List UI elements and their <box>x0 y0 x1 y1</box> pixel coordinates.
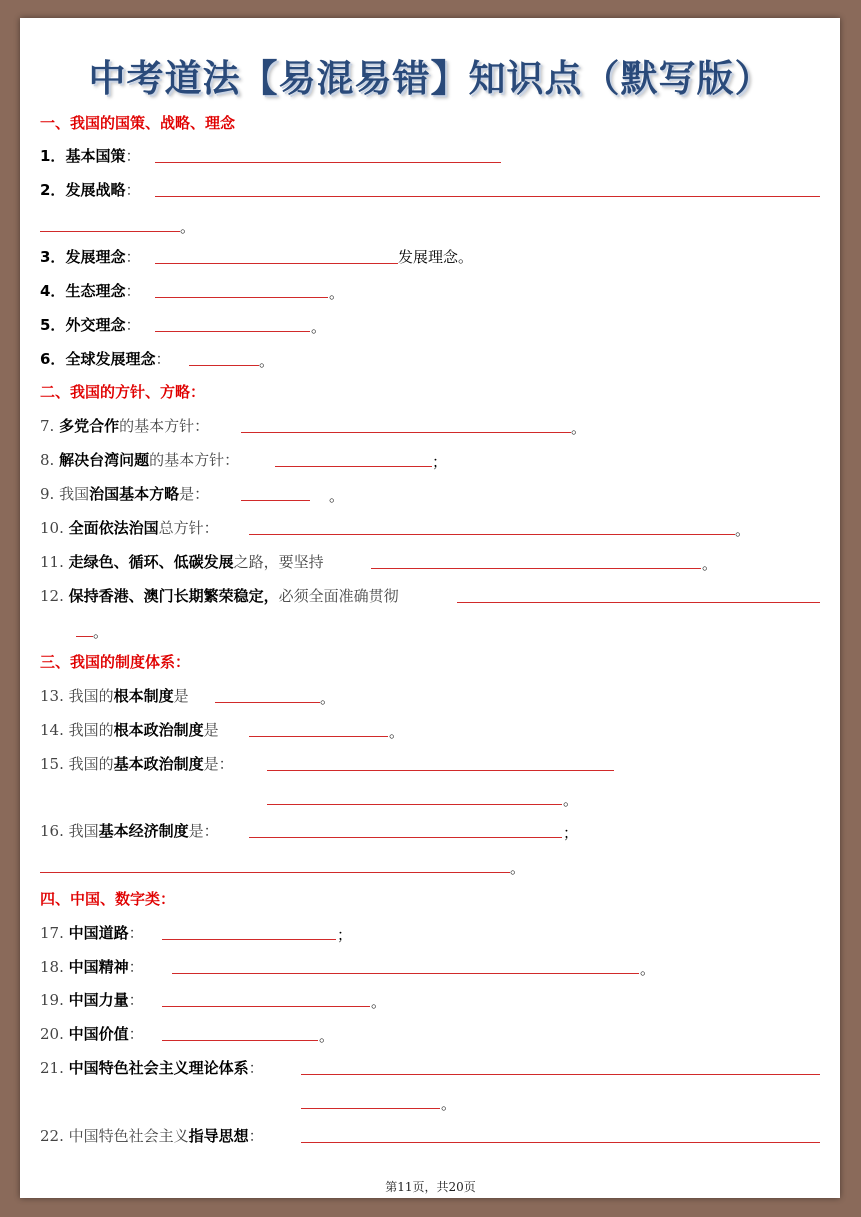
item-pre: 我国的 <box>68 687 114 705</box>
item-colon: ： <box>125 316 141 334</box>
item-rest: 是 <box>173 687 189 705</box>
item-pre: 我国 <box>59 485 90 503</box>
item-number: 20. <box>40 1025 64 1043</box>
item-bold: 基本经济制度 <box>98 822 189 840</box>
item-number: 4． <box>40 282 66 300</box>
blank-line-16b[interactable] <box>40 872 510 873</box>
item-rest: 是： <box>179 485 210 503</box>
item-number: 7. <box>40 417 55 435</box>
period: 。 <box>320 689 336 707</box>
item-number: 17. <box>40 924 64 942</box>
blank-line-9[interactable] <box>241 500 310 501</box>
item-bold: 中国精神 <box>68 958 129 976</box>
section-heading-2: 二、我国的方针、方略： <box>40 383 206 401</box>
item-16 <box>40 821 219 841</box>
item-rest: 总方针： <box>158 519 219 537</box>
blank-line-6[interactable] <box>189 365 259 366</box>
item-rest: ： <box>248 1127 264 1145</box>
item-bold: 指导思想 <box>188 1127 249 1145</box>
blank-line-15a[interactable] <box>267 770 614 771</box>
item-bold: 中国特色社会主义理论体系 <box>68 1059 249 1077</box>
page-footer: 第11页，共20页 <box>385 1180 476 1194</box>
item-11 <box>40 552 324 572</box>
item-number: 8. <box>40 451 55 469</box>
blank-line-16a[interactable] <box>249 837 562 838</box>
blank-line-15b[interactable] <box>267 804 562 805</box>
item-6 <box>40 349 170 369</box>
period: 。 <box>571 419 587 437</box>
item-bold: 根本制度 <box>113 687 174 705</box>
item-number: 19. <box>40 991 64 1009</box>
item-label: 发展理念 <box>65 248 126 266</box>
period: 。 <box>640 960 656 978</box>
item-label: 外交理念 <box>65 316 126 334</box>
period: 。 <box>735 521 751 539</box>
item-colon: ： <box>125 248 141 266</box>
item-rest: ： <box>128 958 144 976</box>
item-20 <box>40 1024 144 1044</box>
item-rest: 是 <box>203 721 219 739</box>
period: 。 <box>259 352 275 370</box>
item-7 <box>40 416 209 436</box>
item-9 <box>40 484 209 504</box>
item-number: 3． <box>40 248 66 266</box>
blank-line-20[interactable] <box>162 1040 318 1041</box>
blank-line-12b[interactable] <box>76 636 93 637</box>
section-heading-3: 三、我国的制度体系： <box>40 653 191 671</box>
item-bold: 中国价值 <box>68 1025 129 1043</box>
item-14 <box>40 720 219 740</box>
blank-line-18[interactable] <box>172 973 639 974</box>
item-number: 10. <box>40 519 64 537</box>
item-label: 基本国策 <box>65 147 126 165</box>
item-number: 22. <box>40 1127 64 1145</box>
item-rest: 是： <box>203 755 234 773</box>
item-13 <box>40 686 189 706</box>
item-number: 15. <box>40 755 64 773</box>
item-10 <box>40 518 219 538</box>
item-3 <box>40 247 140 267</box>
item-8 <box>40 450 239 470</box>
item-bold: 走绿色、循环、低碳发展 <box>68 553 234 571</box>
item-colon: ： <box>125 181 141 199</box>
period: 。 <box>93 623 109 641</box>
item-5 <box>40 315 140 335</box>
item-pre: 我国 <box>68 822 99 840</box>
item-number: 2． <box>40 181 66 199</box>
item-bold: 解决台湾问题 <box>59 451 150 469</box>
period: 。 <box>441 1095 457 1113</box>
semicolon: ； <box>563 824 579 842</box>
item-number: 12. <box>40 587 64 605</box>
item-label: 生态理念 <box>65 282 126 300</box>
blank-line-1[interactable] <box>155 162 501 163</box>
blank-line-14[interactable] <box>249 736 388 737</box>
item-number: 6． <box>40 350 66 368</box>
period: 。 <box>329 487 345 505</box>
blank-line-10[interactable] <box>249 534 735 535</box>
item-number: 16. <box>40 822 64 840</box>
item-rest: 必须全面准确贯彻 <box>278 587 399 605</box>
blank-line-4[interactable] <box>155 297 328 298</box>
period: 。 <box>389 723 405 741</box>
blank-line-17[interactable] <box>162 939 336 940</box>
item-rest: ： <box>248 1059 264 1077</box>
section-heading-1: 一、我国的国策、战略、理念 <box>40 114 236 132</box>
period: 。 <box>319 1027 335 1045</box>
item-18 <box>40 957 144 977</box>
period: 。 <box>563 791 579 809</box>
item-2 <box>40 180 140 200</box>
item-pre: 我国的 <box>68 721 114 739</box>
item-colon: ： <box>125 282 141 300</box>
blank-line-19[interactable] <box>162 1006 370 1007</box>
item-19 <box>40 990 144 1010</box>
period: 。 <box>371 993 387 1011</box>
item-number: 13. <box>40 687 64 705</box>
blank-line-2a[interactable] <box>155 196 820 197</box>
item-bold: 根本政治制度 <box>113 721 204 739</box>
blank-line-7[interactable] <box>241 432 571 433</box>
item-number: 21. <box>40 1059 64 1077</box>
blank-line-11[interactable] <box>371 568 701 569</box>
document-page <box>20 18 840 1198</box>
item-number: 18. <box>40 958 64 976</box>
blank-line-13[interactable] <box>215 702 320 703</box>
item-pre: 我国的 <box>68 755 114 773</box>
item-rest: ： <box>128 1025 144 1043</box>
blank-line-2b[interactable] <box>40 231 180 232</box>
blank-line-21b[interactable] <box>301 1108 440 1109</box>
item-12 <box>40 586 399 606</box>
period: 。 <box>311 318 327 336</box>
item-17 <box>40 923 144 943</box>
blank-line-22[interactable] <box>301 1142 820 1143</box>
item-rest: 是： <box>188 822 219 840</box>
period: 。 <box>329 284 345 302</box>
item-pre: 中国特色社会主义 <box>68 1127 189 1145</box>
item-bold: 中国力量 <box>68 991 129 1009</box>
semicolon: ； <box>337 926 353 944</box>
blank-line-12a[interactable] <box>457 602 820 603</box>
item-bold: 治国基本方略 <box>89 485 180 503</box>
blank-line-3[interactable] <box>155 263 398 264</box>
item-21 <box>40 1058 264 1078</box>
semicolon: ； <box>432 453 448 471</box>
blank-line-21a[interactable] <box>301 1074 820 1075</box>
item-22 <box>40 1126 264 1146</box>
blank-line-8[interactable] <box>275 466 432 467</box>
item-number: 5． <box>40 316 66 334</box>
item-number: 9. <box>40 485 55 503</box>
item-colon: ： <box>125 147 141 165</box>
item-label: 发展战略 <box>65 181 126 199</box>
period: 。 <box>702 555 718 573</box>
item-bold: 保持香港、澳门长期繁荣稳定， <box>68 587 279 605</box>
item-4 <box>40 281 140 301</box>
item-bold: 全面依法治国 <box>68 519 159 537</box>
item-rest: 之路，要坚持 <box>233 553 324 571</box>
item-bold: 多党合作 <box>59 417 120 435</box>
item-colon: ： <box>155 350 171 368</box>
item-15 <box>40 754 234 774</box>
period: 。 <box>510 859 526 877</box>
item-rest: 的基本方针： <box>119 417 210 435</box>
item-number: 1． <box>40 147 66 165</box>
item-number: 14. <box>40 721 64 739</box>
period: 。 <box>180 218 196 236</box>
blank-line-5[interactable] <box>155 331 310 332</box>
item-number: 11. <box>40 553 64 571</box>
item-rest: ： <box>128 924 144 942</box>
item-rest: 的基本方针： <box>149 451 240 469</box>
item-rest: ： <box>128 991 144 1009</box>
item-bold: 中国道路 <box>68 924 129 942</box>
page-title: 中考道法【易混易错】知识点（默写版） <box>88 57 773 100</box>
item-label: 全球发展理念 <box>65 350 156 368</box>
item-bold: 基本政治制度 <box>113 755 204 773</box>
item-1 <box>40 146 140 166</box>
section-heading-4: 四、中国、数字类： <box>40 890 176 908</box>
item-3-suffix: 发展理念。 <box>398 248 474 266</box>
